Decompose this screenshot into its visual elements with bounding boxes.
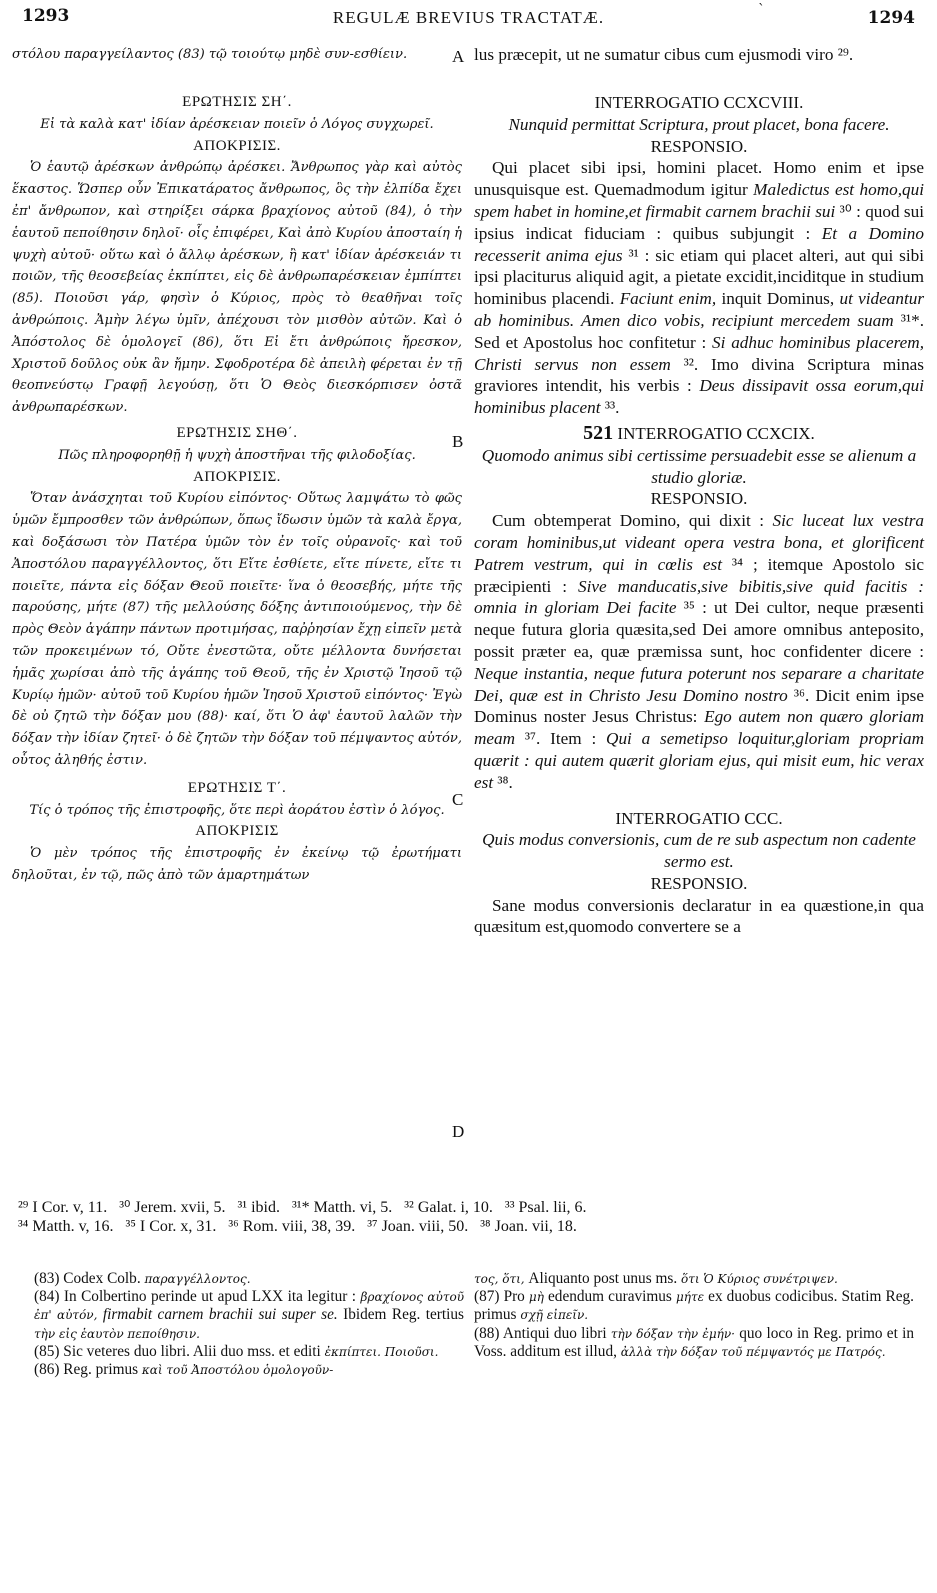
- latin-a298-quote-4: ut videantur ab hominibus. Amen dico vobis, recipiunt mercedem suam: [474, 289, 925, 330]
- greek-answer-298: Ὁ ἑαυτῷ ἀρέσκων ἀνθρώπῳ ἀρέσκει. Ἄνθρωπος γὰρ καὶ αὐτὸς ἕκαστος. Ὥσπερ οὖν Ἐπικατάρατος ἄνθρωπος, ὃς τὴν ἐλπίδα ἔχει ἐπ' ἄνθρωπον, καὶ στηρίξει σάρκα βραχίονος αὐτοῦ (84), ὁ τὴν ἑαυτοῦ πεποίθησιν δηλοῖ· οἷς ἐπιφέρει, Καὶ ἀπὸ Κυρίου ἀποσταίη ἡ ψυχὴ αὐτοῦ· οὕτω καὶ ὁ ἄλλῳ ἀρέσκων, ἢ κατ' ἰδίαν ἀρέσκειάν τι ποιῶν, τῆς θεοσεβείας ἐκπίπτει, εἰς δὲ ἀνθρωπαρέσκειαν ἐμπίπτει (85). Ποιοῦσι γάρ, φησὶν ὁ Κύριος, πρὸς τὸ θεαθῆναι τοῖς ἀνθρώποις. Ἀμὴν λέγω ὑμῖν, ἀπέχουσι τὸν μισθὸν αὐτῶν. Καὶ ὁ Ἀπόστολος δὲ ὁμολογεῖ (86), ὅτι Εἰ ἔτι ἀνθρώποις ἤρεσκον, Χριστοῦ δοῦλος οὐκ ἂν ἤμην. Σφοδροτέρα δὲ ἀπειλὴ φέρεται ἐν τῇ θεοπνεύστῳ Γραφῇ λεγούσῃ, ὅτι Ὁ Θεὸς διεσκόρπισεν ὀστᾶ ἀνθρωπαρέσκων.: [12, 160, 462, 416]
- greek-answer-heading-300: ΑΠΟΚΡΙΣΙΣ: [195, 823, 279, 840]
- latin-a298-text-5: ³¹*. Sed et Apostolus hoc confitetur :: [474, 310, 924, 352]
- latin-question-298: Nunquid permittat Scriptura, prout placet, bona facere.: [508, 114, 890, 134]
- note-84-text: (84) In Colbertino perinde ut apud LXX ita legitur :: [34, 1288, 361, 1306]
- margin-letter-c: C: [452, 790, 464, 809]
- note-84-greek: βραχίονος αὐτοῦ ἐπ' αὐτόν,: [34, 1290, 464, 1323]
- latin-column: [474, 44, 924, 938]
- latin-a298-text-4: inquit Dominus,: [716, 289, 840, 309]
- greek-continuation: στόλου παραγγείλαντος (83) τῷ τοιούτῳ μηδὲ συν-εσθίειν.: [12, 47, 408, 62]
- latin-a298-quote-3: Faciunt enim,: [619, 289, 717, 309]
- note-86c-text: Aliquanto post unus ms.: [524, 1270, 681, 1287]
- note-84-text-2: Ibidem Reg. tertius: [337, 1306, 464, 1324]
- margin-letter-b: B: [452, 432, 464, 451]
- editorial-notes-left: [34, 1270, 464, 1379]
- latin-a298-quote-6: Deus dissipavit ossa eorum,qui hominibus placent: [474, 376, 924, 418]
- latin-a298-text-1: Qui placet sibi ipsi, homini placet. Homo enim et ipse unusquisque est. Quemadmodum igitur: [474, 158, 924, 200]
- header-mark: `: [758, 2, 765, 18]
- note-88-greek: τὴν δόξαν τὴν ἐμήν·: [610, 1326, 735, 1341]
- running-header: [22, 2, 915, 36]
- references-line-1: ²⁹ I Cor. v, 11. ³⁰ Jerem. xvii, 5. ³¹ ibid. ³¹* Matth. vi, 5. ³² Galat. i, 10. ³³ Psal. lii, 6.: [18, 1199, 587, 1216]
- latin-answer-298: [474, 157, 924, 419]
- note-84: [34, 1288, 464, 1343]
- note-88: [474, 1325, 914, 1361]
- latin-answer-299: [474, 510, 924, 793]
- note-88-greek-2: ἀλλὰ τὴν δόξαν τοῦ πέμψαντός με Πατρός.: [620, 1344, 886, 1359]
- greek-question-298: Εἰ τὰ καλὰ κατ' ἰδίαν ἀρέσκειαν ποιεῖν ὁ Λόγος συγχωρεῖ.: [40, 116, 434, 132]
- latin-answer-300: Sane modus conversionis declaratur in ea quæstione,in qua quæsitum est,quomodo convertere se a: [474, 895, 924, 937]
- greek-question-heading-298: ΕΡΩΤΗΣΙΣ ΣΗ΄.: [182, 94, 292, 110]
- note-85: [34, 1343, 464, 1361]
- note-83: [34, 1270, 464, 1288]
- note-87-text-2: edendum curavimus: [543, 1288, 676, 1306]
- greek-answer-299: Ὅταν ἀνάσχηται τοῦ Κυρίου εἰπόντος· Οὕτως λαμψάτω τὸ φῶς ὑμῶν ἔμπροσθεν τῶν ἀνθρώπων, ὅπως ἴδωσιν ὑμῶν τὰ καλὰ ἔργα, καὶ δοξάσωσι τὸν Πατέρα ὑμῶν τὸν ἐν τοῖς οὐρανοῖς· καὶ τοῦ Ἀποστόλου παραγγέλλοντος, ὅτι Εἴτε ἐσθίετε, εἴτε πίνετε, εἴτε τι ποιεῖτε, πάντα εἰς δόξαν Θεοῦ ποιεῖτε· ἵνα ὁ θεοσεβής, μήτε τῆς παρούσης, μήτε (87) τῆς μελλούσης δόξης ἀντιποιούμενος, τὴν δὲ πρὸς Θεὸν ἀγάπην πάντων προτιμήσας, παῤῥησίαν ἔχῃ εἰπεῖν μετὰ τῶν προκειμένων τό, Οὔτε ἐνεστῶτα, οὔτε μέλλοντα δυνήσεται ἡμᾶς χωρίσαι ἀπὸ τῆς ἀγάπης τοῦ Θεοῦ, τῆς ἐν Χριστῷ Ἰησοῦ τῷ Κυρίῳ ἡμῶν· αὐτοῦ τοῦ Κυρίου ἡμῶν Ἰησοῦ Χριστοῦ εἰπόντος· Ἐγὼ δὲ οὐ ζητῶ τὴν δόξαν μου (88)· καί, ὅτι Ὁ ἀφ' ἑαυτοῦ λαλῶν τὴν δόξαν τὴν ἰδίαν ζητεῖ· ὁ δὲ ζητῶν τὴν δόξαν τοῦ πέμψαντος αὐτόν, οὗτος ἀληθής ἐστιν.: [12, 491, 462, 768]
- note-86c-greek: τος, ὅτι,: [474, 1272, 525, 1286]
- note-85-text: (85) Sic veteres duo libri. Alii duo mss. et editi: [34, 1342, 325, 1360]
- note-87-text: (87) Pro: [474, 1288, 529, 1306]
- note-85-greek: ἐκπίπτει. Ποιοῦσι.: [324, 1344, 439, 1359]
- latin-a299-text-3: ³⁵ : ut Dei cultor, neque præsenti neque futura gloria quæsita,sed Dei amore omnibus anteposito, possit præter ea, quæ præmissa sunt, hoc confidenter dicere :: [474, 598, 924, 661]
- margin-letter-d: D: [452, 1122, 465, 1141]
- greek-answer-heading-299: ΑΠΟΚΡΙΣΙΣ.: [193, 468, 281, 485]
- latin-a298-quote-1: Maledictus est homo,qui spem habet in homine,et firmabit carnem brachii sui: [474, 180, 924, 221]
- latin-answer-heading-298: RESPONSIO.: [650, 136, 748, 156]
- latin-a298-text-6: ³². Imo divina Scriptura minas graviores intendit, his verbis :: [474, 354, 924, 396]
- greek-question-heading-299: ΕΡΩΤΗΣΙΣ ΣΗΘ΄.: [176, 424, 298, 441]
- greek-column: [12, 44, 465, 887]
- latin-a299-quote-1: Sic luceat lux vestra coram hominibus,ut videant opera vestra bona, et glorificent Patrem vestrum, qui in cœlis est: [474, 511, 924, 574]
- latin-a299-quote-2: Sive manducatis,sive bibitis,sive quid facitis : omnia in gloriam Dei facite: [474, 576, 924, 618]
- latin-a299-quote-3: Neque instantia, neque futura poterunt nos separare a charitate Dei, quæ est in Christo Jesu Domino nostro: [474, 663, 924, 705]
- note-88-text-2: quo loco in Reg. primo et in Voss. additum est illud,: [474, 1324, 914, 1360]
- note-86-text: (86) Reg. primus: [34, 1361, 142, 1379]
- latin-a298-text-7: ³³.: [600, 398, 620, 418]
- references-line-2: ³⁴ Matth. v, 16. ³⁵ I Cor. x, 31. ³⁶ Rom. viii, 38, 39. ³⁷ Joan. viii, 50. ³⁸ Joan. vii, 18.: [18, 1218, 577, 1235]
- latin-heading-299-text: INTERROGATIO CCXCIX.: [617, 423, 815, 443]
- note-87-greek-2: μήτε: [675, 1290, 705, 1305]
- latin-continuation: lus præcepit, ut ne sumatur cibus cum ejusmodi viro ²⁹.: [474, 45, 854, 64]
- running-title: REGULÆ BREVIUS TRACTATÆ.: [332, 8, 605, 27]
- column-number: 521: [583, 421, 614, 444]
- latin-a299-quote-4: Ego autem non quæro gloriam meam: [474, 707, 924, 749]
- latin-a298-quote-5: Si adhuc hominibus placerem, Christi servus non essem: [474, 332, 924, 374]
- note-86-continued: [474, 1270, 914, 1288]
- latin-a299-text-5: ³⁷. Item :: [515, 729, 607, 749]
- note-86: [34, 1361, 464, 1379]
- latin-a298-text-3: ³¹ : sic etiam qui placet alteri, aut qui sibi ipsi placiturus aliquid agit, a pietate excidit,inciditque in studium hominibus placendi.: [474, 245, 924, 309]
- page-number-right: 1294: [867, 8, 915, 28]
- latin-a299-text-2: ³⁴ ; itemque Apostolo sic præcipienti :: [474, 554, 924, 596]
- latin-answer-heading-299: RESPONSIO.: [650, 489, 748, 509]
- greek-answer-heading-298: ΑΠΟΚΡΙΣΙΣ.: [193, 137, 281, 154]
- note-86c-greek-2: ὅτι Ὁ Κύριος συνέτριψεν.: [680, 1272, 838, 1286]
- latin-a299-text-6: ³⁸.: [493, 772, 513, 792]
- note-86-greek: καὶ τοῦ Ἀποστόλου ὁμολογοῦν-: [141, 1363, 334, 1378]
- greek-answer-300: Ὁ μὲν τρόπος τῆς ἐπιστροφῆς ἐν ἐκείνῳ τῷ ἐρωτήματι δηλοῦται, ἐν τῷ, πῶς ἀπὸ τῶν ἁμαρτημάτων: [12, 846, 462, 883]
- note-87-greek: μὴ: [528, 1290, 544, 1305]
- editorial-notes-right: [474, 1270, 914, 1361]
- latin-a299-text-1: Cum obtemperat Domino, qui dixit :: [492, 511, 773, 531]
- latin-question-heading-298: INTERROGATIO CCXCVIII.: [594, 93, 804, 112]
- page-number-left: 1293: [22, 6, 70, 26]
- latin-question-heading-300: INTERROGATIO CCC.: [615, 808, 783, 828]
- latin-question-300: Quis modus conversionis, cum de re sub aspectum non cadente sermo est.: [482, 830, 916, 872]
- note-83-text: (83) Codex Colb.: [34, 1270, 145, 1287]
- latin-question-heading-299: [474, 423, 924, 445]
- note-87-greek-3: σχῇ εἰπεῖν.: [520, 1308, 589, 1323]
- latin-a298-text-2: ³⁰ : quod sui ipsius indicat fiduciam : quibus subjungit :: [474, 201, 924, 243]
- note-84-latin: firmabit carnem brachii sui super se.: [97, 1306, 338, 1324]
- note-87-text-3: ex duobus codicibus. Statim Reg. primus: [474, 1288, 914, 1324]
- greek-question-300: Τίς ὁ τρόπος τῆς ἐπιστροφῆς, ὅτε περὶ ἀοράτου ἐστὶν ὁ λόγος.: [29, 802, 445, 818]
- latin-a299-text-4: ³⁶. Dicit enim ipse Dominus noster Jesus Christus:: [474, 685, 924, 727]
- greek-question-299: Πῶς πληροφορηθῇ ἡ ψυχὴ ἀποστῆναι τῆς φιλοδοξίας.: [58, 447, 416, 463]
- note-87: [474, 1288, 914, 1324]
- scripture-references: [18, 1198, 923, 1236]
- latin-answer-heading-300: RESPONSIO.: [650, 873, 748, 893]
- note-83-greek: παραγγέλλοντος.: [144, 1272, 251, 1286]
- margin-letter-a: A: [452, 47, 465, 66]
- latin-question-299: Quomodo animus sibi certissime persuadebit esse se alienum a studio gloriæ.: [481, 445, 917, 487]
- greek-question-heading-300: ΕΡΩΤΗΣΙΣ Τ΄.: [187, 779, 287, 796]
- latin-a299-quote-5: Qui a semetipso loquitur,gloriam propriam quærit : qui autem quærit gloriam ejus, qui misit eum, hic verax est: [474, 729, 924, 792]
- note-88-text: (88) Antiqui duo libri: [474, 1324, 611, 1342]
- note-84-greek-2: τὴν εἰς ἑαυτὸν πεποίθησιν.: [34, 1326, 200, 1341]
- latin-a298-quote-2: Et a Domino recesserit anima ejus: [474, 223, 924, 265]
